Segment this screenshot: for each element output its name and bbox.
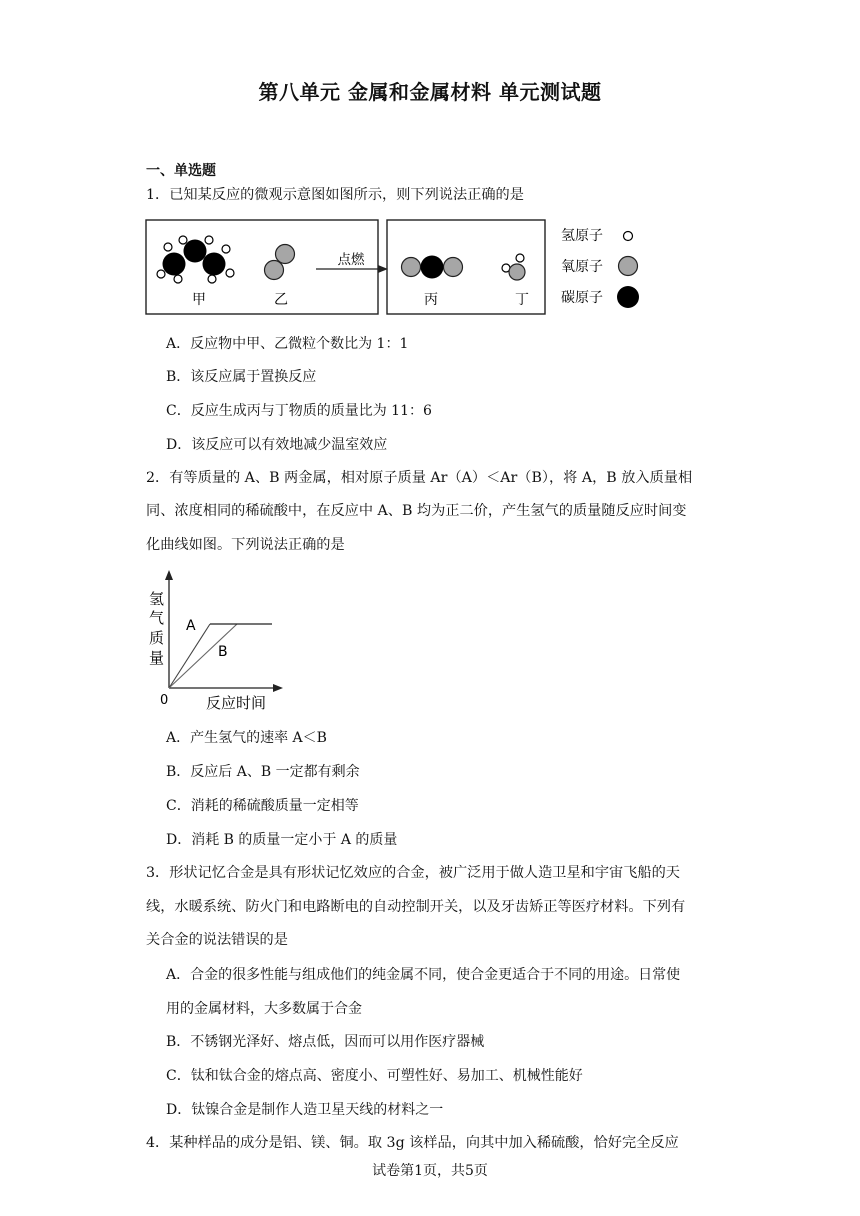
molecule-ding bbox=[502, 254, 525, 280]
x-axis-label: 反应时间 bbox=[206, 694, 267, 712]
curve-label-a: A bbox=[186, 618, 196, 634]
question-4-stem: 4．某种样品的成分是铝、镁、铜。取 3g 该样品，向其中加入稀硫酸，恰好完全反应 bbox=[146, 1135, 679, 1151]
legend-carbon-atom bbox=[617, 286, 639, 308]
q1-option-d: D．该反应可以有效地减少温室效应 bbox=[166, 437, 388, 453]
legend-carbon-label: 碳原子 bbox=[561, 290, 603, 306]
legend-oxygen-label: 氧原子 bbox=[561, 259, 603, 275]
q3-option-d: D．钛镍合金是制作人造卫星天线的材料之一 bbox=[166, 1102, 444, 1118]
q2-option-b: B．反应后 A、B 一定都有剩余 bbox=[166, 764, 360, 780]
legend-hydrogen-label: 氢原子 bbox=[561, 228, 603, 244]
question-1-stem: 1．已知某反应的微观示意图如图所示，则下列说法正确的是 bbox=[146, 187, 524, 203]
section-heading: 一、单选题 bbox=[146, 163, 216, 179]
label-jia: 甲 bbox=[192, 292, 206, 308]
page-footer: 试卷第1页，共5页 bbox=[372, 1163, 488, 1179]
y-label-char-4: 量 bbox=[149, 649, 165, 667]
page-title: 第八单元 金属和金属材料 单元测试题 bbox=[258, 80, 602, 104]
label-yi: 乙 bbox=[274, 292, 288, 308]
q3-option-a: A．合金的很多性能与组成他们的纯金属不同，使合金更适合于不同的用途。日常使 bbox=[166, 967, 681, 983]
question-3-stem-line-1: 3．形状记忆合金是具有形状记忆效应的合金，被广泛用于做人造卫星和宇宙飞船的天 bbox=[146, 865, 680, 881]
question-2-stem-line-1: 2．有等质量的 A、B 两金属，相对原子质量 Ar（A）＜Ar（B），将 A，B 放入质量相 bbox=[146, 470, 693, 486]
question-3-stem-line-2: 线，水暖系统、防火门和电路断电的自动控制开关，以及牙齿矫正等医疗材料。下列有 bbox=[146, 899, 686, 915]
question-2-stem-line-2: 同、浓度相同的稀硫酸中，在反应中 A、B 均为正二价，产生氢气的质量随反应时间变 bbox=[146, 503, 687, 519]
y-label-char-2: 气 bbox=[149, 609, 165, 627]
question-2-hydrogen-graph bbox=[144, 566, 289, 716]
arrow-label: 点燃 bbox=[337, 252, 365, 268]
label-ding: 丁 bbox=[515, 292, 529, 308]
q1-option-b: B．该反应属于置换反应 bbox=[166, 369, 317, 385]
q2-option-c: C．消耗的稀硫酸质量一定相等 bbox=[166, 798, 359, 814]
question-1-reaction-diagram bbox=[144, 218, 654, 318]
origin-label: 0 bbox=[160, 693, 169, 708]
legend-oxygen-atom bbox=[619, 257, 638, 276]
q3-option-a-continued: 用的金属材料，大多数属于合金 bbox=[166, 1001, 362, 1017]
legend-hydrogen-atom bbox=[624, 232, 633, 241]
y-label-char-1: 氢 bbox=[149, 590, 165, 608]
molecule-yi bbox=[265, 245, 295, 280]
q1-option-c: C．反应生成丙与丁物质的质量比为 11：6 bbox=[166, 403, 432, 419]
question-3-stem-line-3: 关合金的说法错误的是 bbox=[146, 932, 288, 948]
molecule-jia bbox=[157, 236, 234, 283]
y-label-char-3: 质 bbox=[149, 629, 165, 647]
molecule-bing bbox=[402, 256, 463, 279]
q2-option-a: A．产生氢气的速率 A＜B bbox=[166, 730, 327, 746]
q3-option-b: B．不锈钢光泽好、熔点低，因而可以用作医疗器械 bbox=[166, 1034, 485, 1050]
q3-option-c: C．钛和钛合金的熔点高、密度小、可塑性好、易加工、机械性能好 bbox=[166, 1068, 583, 1084]
q2-option-d: D．消耗 B 的质量一定小于 A 的质量 bbox=[166, 832, 398, 848]
question-2-stem-line-3: 化曲线如图。下列说法正确的是 bbox=[146, 537, 345, 553]
curve-label-b: B bbox=[218, 644, 228, 660]
q1-option-a: A．反应物中甲、乙微粒个数比为 1：1 bbox=[166, 336, 409, 352]
label-bing: 丙 bbox=[424, 292, 438, 308]
